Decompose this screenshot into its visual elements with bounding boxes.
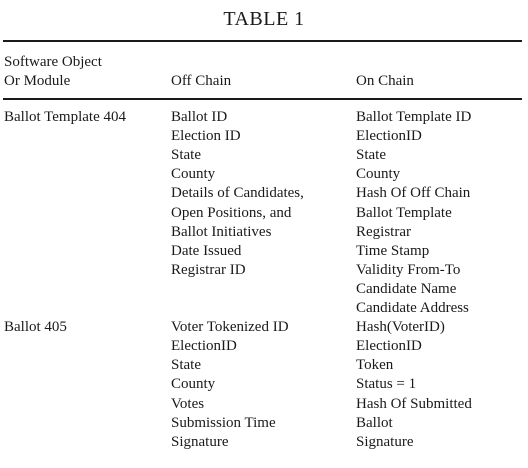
top-rule [3, 40, 522, 42]
off-chain-item: Date Issued [171, 242, 242, 259]
off-chain-item: Signature [171, 433, 229, 450]
on-chain-item: Status = 1 [356, 376, 417, 393]
on-chain-item: Ballot [356, 414, 393, 431]
header-col1-line2: Or Module [4, 73, 71, 89]
header-col1-line1: Software Object [4, 54, 102, 70]
off-chain-item: Ballot Initiatives [171, 223, 272, 240]
on-chain-item: State [356, 147, 386, 164]
on-chain-item: Hash Of Submitted [356, 395, 472, 412]
on-chain-item: Time Stamp [356, 242, 430, 259]
off-chain-item: Details of Candidates, [171, 185, 304, 202]
header-off-chain: Off Chain [171, 73, 232, 89]
header-on-chain: On Chain [356, 73, 414, 89]
on-chain-item: Signature [356, 433, 414, 450]
on-chain-item: Candidate Name [356, 280, 457, 297]
off-chain-item: State [171, 357, 201, 374]
off-chain-item: County [171, 166, 216, 183]
off-chain-item: Votes [171, 395, 205, 412]
row-module: Ballot Template 404 [4, 109, 126, 125]
on-chain-item: Ballot Template ID [356, 109, 472, 125]
on-chain-item: County [356, 166, 401, 183]
on-chain-item: Hash(VoterID) [356, 319, 445, 336]
on-chain-item: Ballot Template [356, 204, 452, 221]
on-chain-item: Hash Of Off Chain [356, 185, 471, 202]
off-chain-item: ElectionID [171, 338, 237, 355]
off-chain-item: Open Positions, and [171, 204, 292, 221]
off-chain-item: State [171, 147, 201, 164]
on-chain-item: ElectionID [356, 338, 422, 355]
off-chain-item: County [171, 376, 216, 393]
on-chain-item: ElectionID [356, 128, 422, 145]
off-chain-item: Submission Time [171, 414, 276, 431]
off-chain-item: Registrar ID [171, 261, 246, 278]
table-title: TABLE 1 [223, 8, 305, 30]
off-chain-item: Ballot ID [171, 109, 228, 125]
on-chain-item: Candidate Address [356, 300, 469, 316]
off-chain-item: Voter Tokenized ID [171, 319, 289, 336]
header-software-object [4, 53, 102, 91]
header-rule [3, 98, 522, 100]
on-chain-item: Registrar [356, 223, 411, 240]
on-chain-item: Validity From-To [356, 261, 461, 278]
off-chain-item: Election ID [171, 128, 241, 145]
on-chain-item: Token [356, 357, 394, 374]
row-module: Ballot 405 [4, 319, 67, 336]
